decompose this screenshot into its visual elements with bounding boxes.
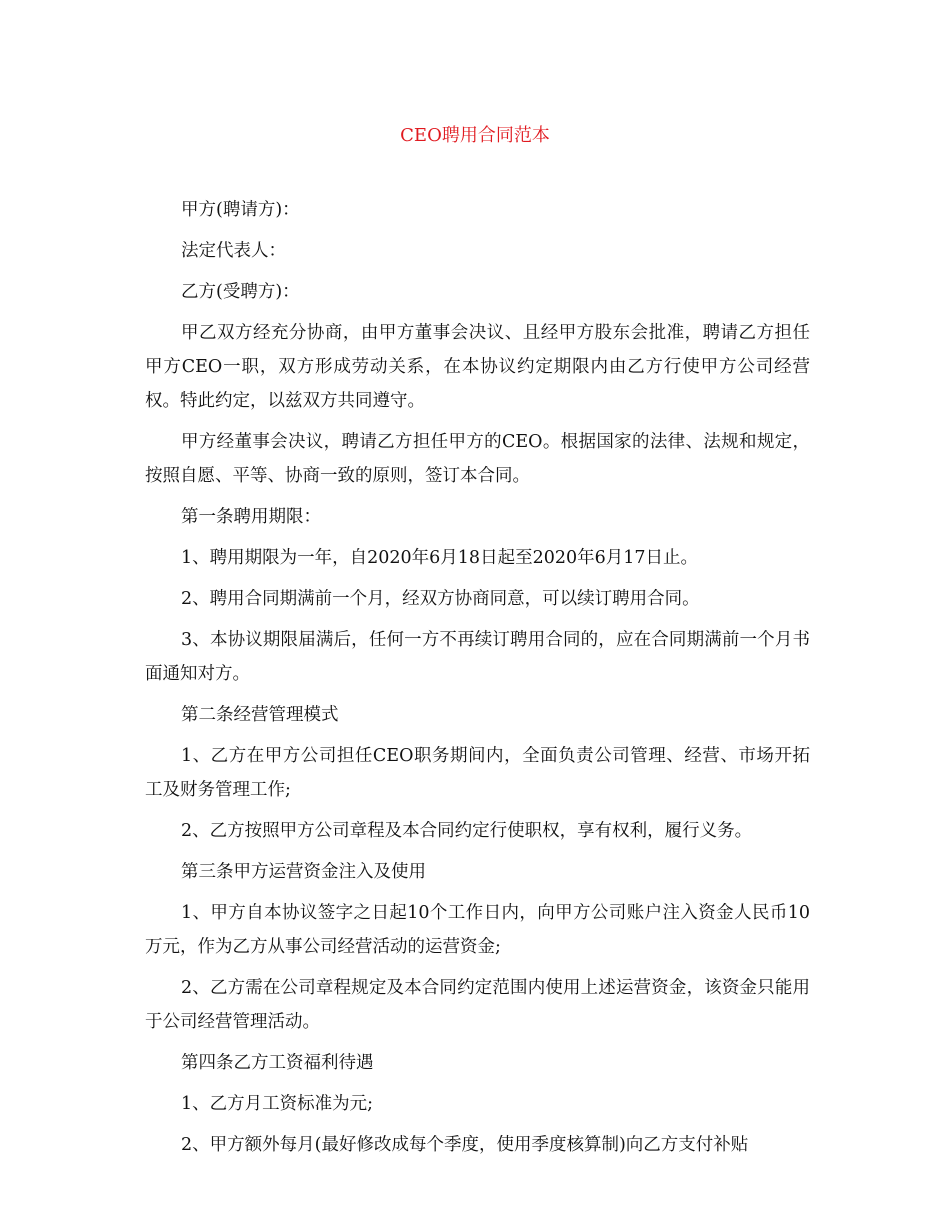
article-3-clause-2: 2、乙方需在公司章程规定及本合同约定范围内使用上述运营资金，该资金只能用于公司经营管理活动。 <box>145 978 810 1032</box>
document-body <box>145 193 810 1169</box>
article-1-heading: 第一条聘用期限： <box>181 507 321 527</box>
article-1-clause-3: 3、本协议期限届满后，任何一方不再续订聘用合同的，应在合同期满前一个月书面通知对方。 <box>145 630 810 684</box>
paragraph-party-a: 甲方(聘请方)： <box>181 200 300 220</box>
paragraph-party-b: 乙方(受聘方)： <box>181 282 300 302</box>
article-1-clause-2: 2、聘用合同期满前一个月，经双方协商同意，可以续订聘用合同。 <box>181 589 700 609</box>
article-2-heading: 第二条经营管理模式 <box>181 705 339 725</box>
article-3-clause-1: 1、甲方自本协议签字之日起10个工作日内，向甲方公司账户注入资金人民币10万元，作为乙方从事公司经营活动的运营资金; <box>145 903 810 957</box>
article-2-clause-2: 2、乙方按照甲方公司章程及本合同约定行使职权，享有权利，履行义务。 <box>181 821 753 841</box>
article-2-clause-1: 1、乙方在甲方公司担任CEO职务期间内，全面负责公司管理、经营、市场开拓工及财务管理工作; <box>145 746 810 800</box>
article-3-heading: 第三条甲方运营资金注入及使用 <box>181 862 426 882</box>
document-title: CEO聘用合同范本 <box>400 125 550 146</box>
paragraph-resolution: 甲方经董事会决议，聘请乙方担任甲方的CEO。根据国家的法律、法规和规定，按照自愿、平等、协商一致的原则，签订本合同。 <box>145 432 810 486</box>
article-4-clause-1: 1、乙方月工资标准为元; <box>181 1094 374 1114</box>
article-4-heading: 第四条乙方工资福利待遇 <box>181 1053 374 1073</box>
paragraph-legal-representative: 法定代表人： <box>181 241 286 261</box>
article-1-clause-1: 1、聘用期限为一年，自2020年6月18日起至2020年6月17日止。 <box>181 548 699 568</box>
article-4-clause-2: 2、甲方额外每月(最好修改成每个季度，使用季度核算制)向乙方支付补贴 <box>181 1135 749 1155</box>
paragraph-preamble: 甲乙双方经充分协商，由甲方董事会决议、且经甲方股东会批准，聘请乙方担任甲方CEO一职，双方形成劳动关系，在本协议约定期限内由乙方行使甲方公司经营权。特此约定，以兹双方共同遵守。 <box>145 323 810 411</box>
